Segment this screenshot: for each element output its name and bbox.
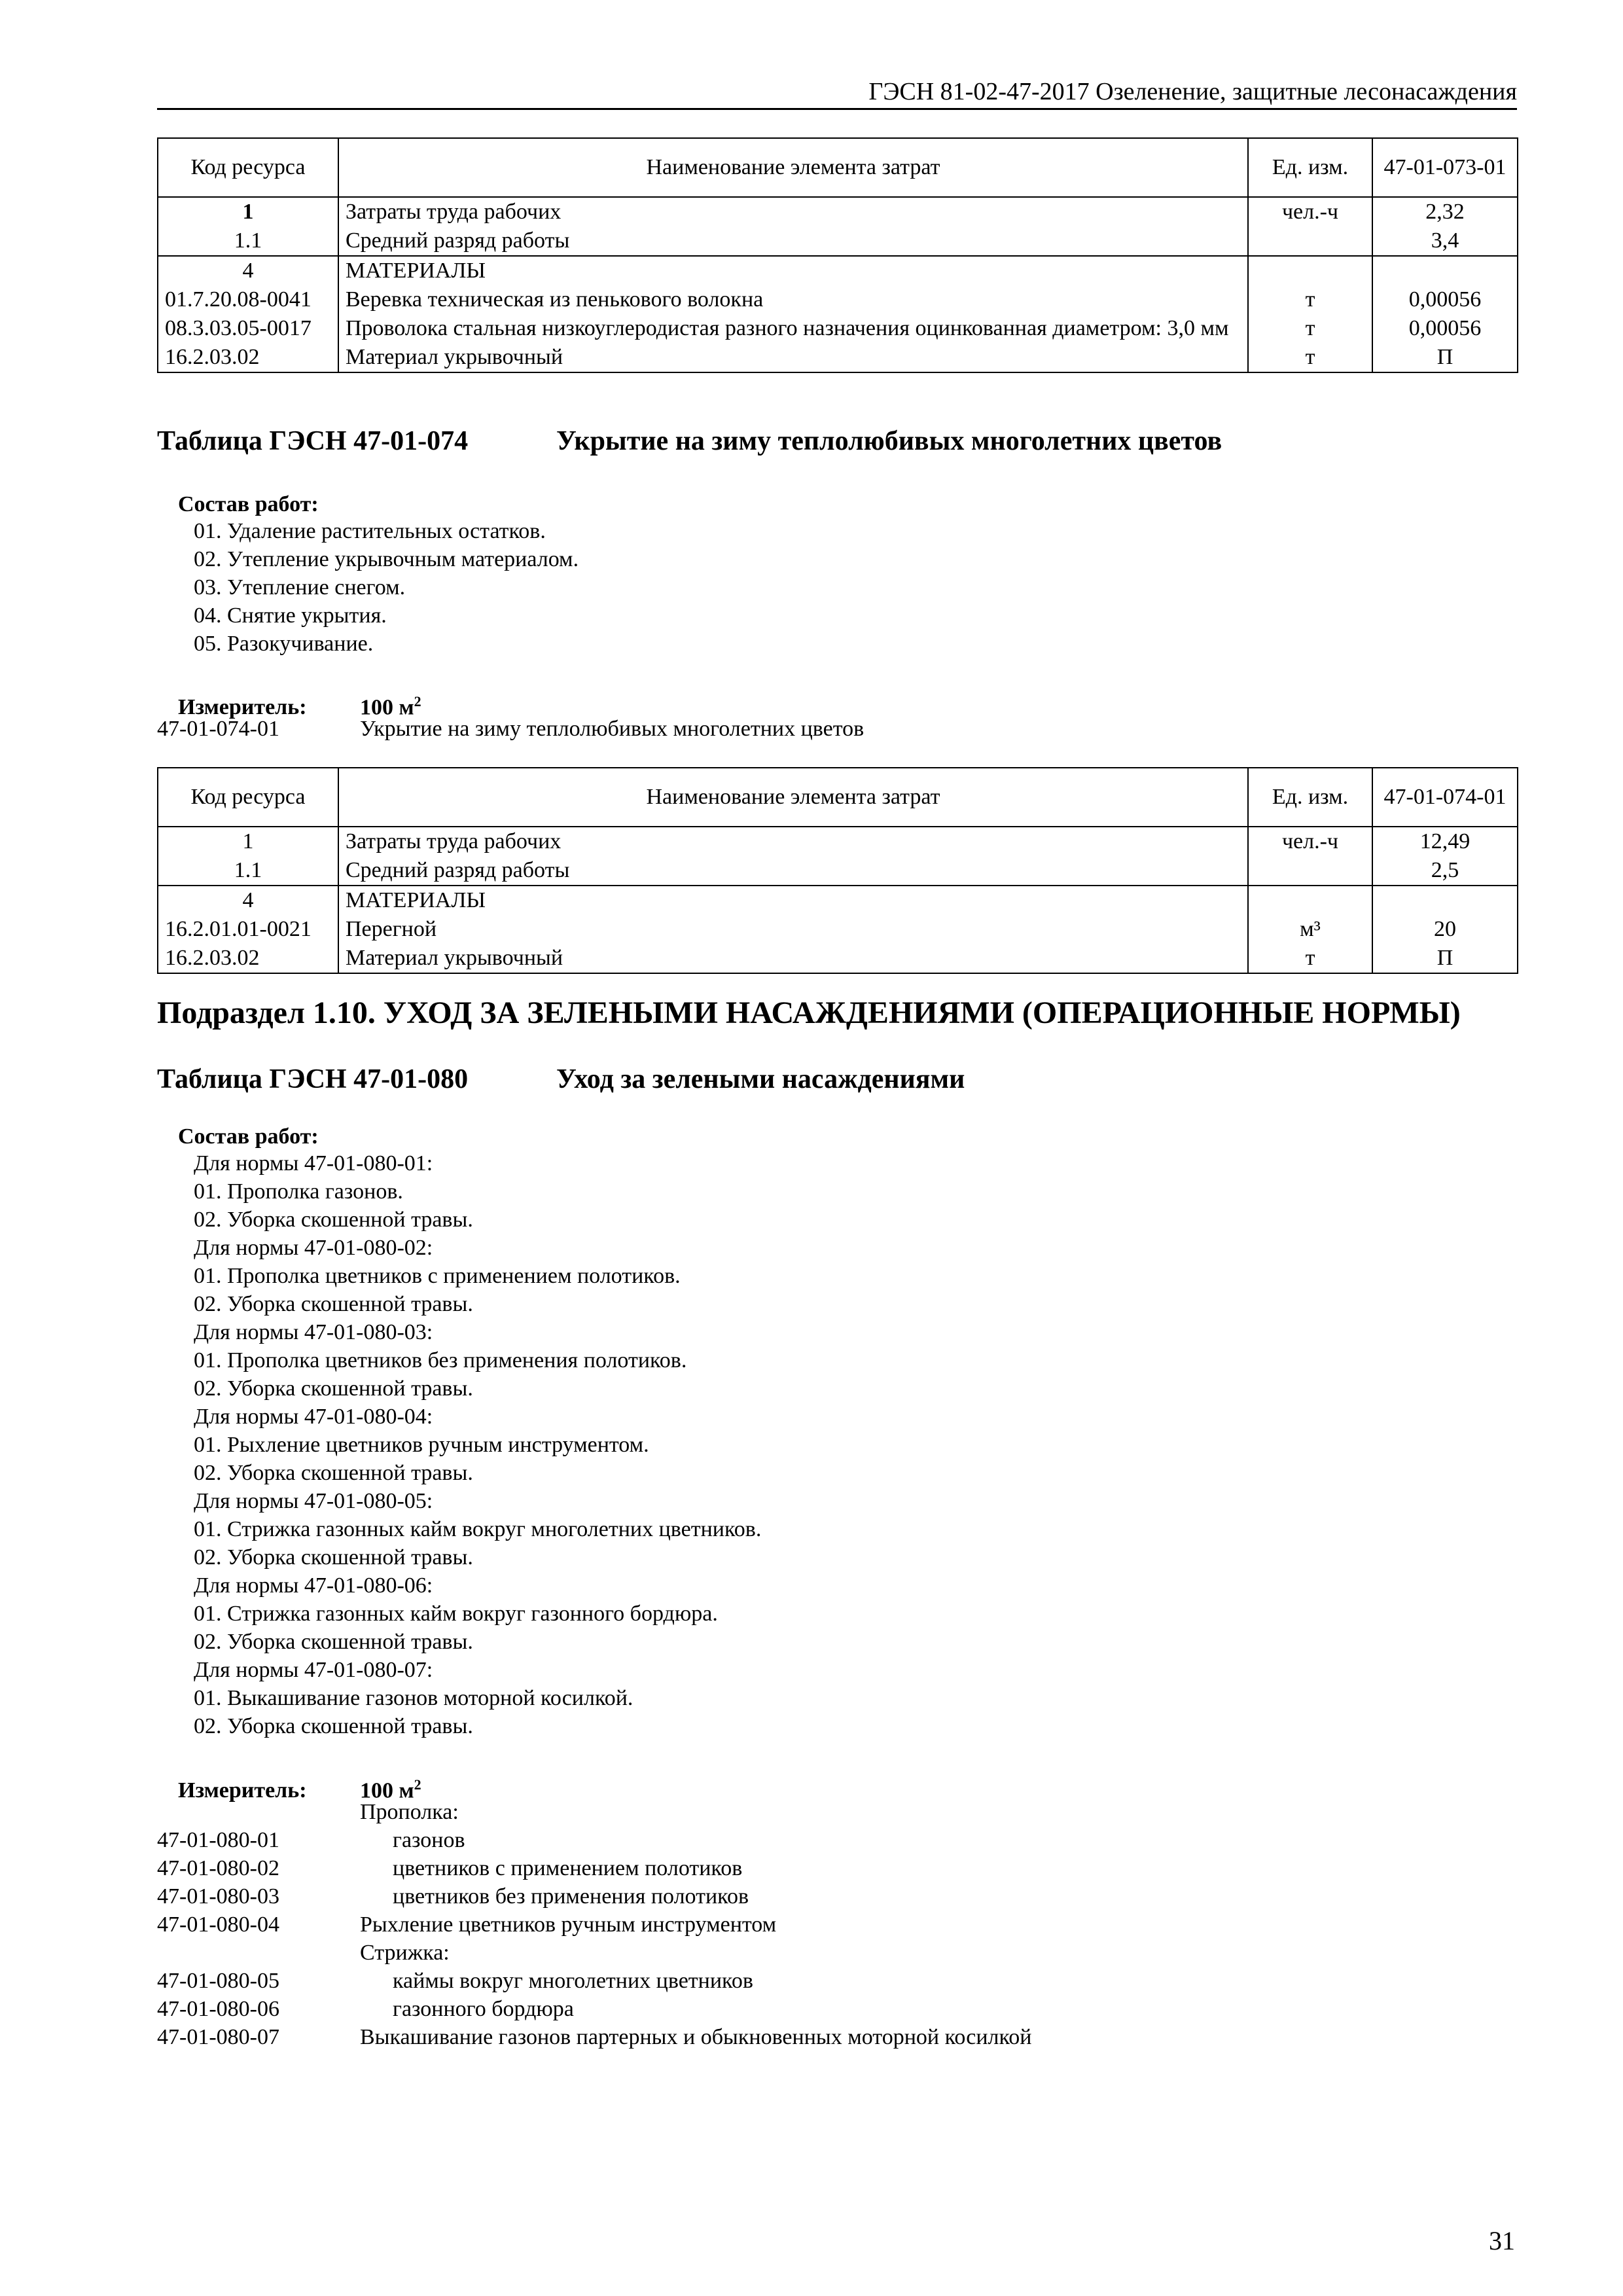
cell-unit: т bbox=[1248, 285, 1372, 314]
list-item: Для нормы 47-01-080-04: bbox=[194, 1405, 433, 1429]
norm-name: Стрижка: bbox=[360, 1941, 450, 1965]
meter-value: 100 м bbox=[360, 695, 414, 720]
norm-row bbox=[157, 1882, 1032, 1910]
list-item: Для нормы 47-01-080-01: bbox=[194, 1151, 433, 1175]
cell-name: Затраты труда рабочих bbox=[338, 197, 1248, 226]
list-item: 01. Выкашивание газонов моторной косилкой. bbox=[194, 1686, 633, 1710]
cell-value bbox=[1372, 886, 1518, 915]
cell-code: 16.2.01.01-0021 bbox=[158, 915, 338, 944]
running-header: ГЭСН 81-02-47-2017 Озеленение, защитные лесонасаждения bbox=[868, 78, 1517, 105]
norm-name: цветников без применения полотиков bbox=[393, 1884, 749, 1909]
list-item: Для нормы 47-01-080-05: bbox=[194, 1489, 433, 1513]
cell-unit bbox=[1248, 886, 1372, 915]
table-row bbox=[158, 886, 1518, 915]
list-item: 02. Уборка скошенной травы. bbox=[194, 1630, 473, 1654]
cell-value: 3,4 bbox=[1372, 226, 1518, 256]
list-item: 01. Прополка цветников без применения полотиков. bbox=[194, 1348, 687, 1372]
list-item: 02. Уборка скошенной травы. bbox=[194, 1292, 473, 1316]
header-norm: 47-01-073-01 bbox=[1372, 138, 1518, 197]
cell-unit: т bbox=[1248, 343, 1372, 372]
table-title-074 bbox=[157, 425, 1222, 457]
norm-row bbox=[157, 1826, 1032, 1854]
header-code: Код ресурса bbox=[158, 138, 338, 197]
norm-row bbox=[157, 1967, 1032, 1995]
cell-unit bbox=[1248, 856, 1372, 886]
header-norm: 47-01-074-01 bbox=[1372, 768, 1518, 827]
norm-row bbox=[157, 1798, 1032, 1826]
list-item: 02. Уборка скошенной травы. bbox=[194, 1461, 473, 1485]
cell-name: Перегной bbox=[338, 915, 1248, 944]
table-row bbox=[158, 197, 1518, 226]
cell-code: 16.2.03.02 bbox=[158, 944, 338, 973]
norm-name: газонов bbox=[393, 1828, 465, 1852]
table-row bbox=[158, 915, 1518, 944]
cell-unit bbox=[1248, 226, 1372, 256]
meter-sup: 2 bbox=[414, 1776, 421, 1793]
header-rule bbox=[157, 108, 1517, 110]
list-item: 02. Уборка скошенной травы. bbox=[194, 1208, 473, 1232]
cell-value: П bbox=[1372, 944, 1518, 973]
norm-code: 47-01-080-04 bbox=[157, 1912, 279, 1937]
cell-name: Затраты труда рабочих bbox=[338, 827, 1248, 856]
table-row bbox=[158, 256, 1518, 285]
cell-value: 0,00056 bbox=[1372, 285, 1518, 314]
table-row bbox=[158, 944, 1518, 973]
cell-name: Материал укрывочный bbox=[338, 944, 1248, 973]
header-code: Код ресурса bbox=[158, 768, 338, 827]
cell-name: Средний разряд работы bbox=[338, 856, 1248, 886]
cell-unit: т bbox=[1248, 314, 1372, 343]
table-title-text: Уход за зелеными насаждениями bbox=[556, 1064, 965, 1094]
cell-code: 1.1 bbox=[158, 226, 338, 256]
table-row bbox=[158, 343, 1518, 372]
cell-value: 2,5 bbox=[1372, 856, 1518, 886]
cell-name: МАТЕРИАЛЫ bbox=[338, 256, 1248, 285]
norm-name: каймы вокруг многолетних цветников bbox=[393, 1969, 753, 1993]
meter-sup: 2 bbox=[414, 693, 421, 709]
cell-code: 4 bbox=[158, 886, 338, 915]
norm-code: 47-01-080-07 bbox=[157, 2025, 279, 2049]
resource-table-073 bbox=[157, 137, 1518, 373]
list-item: 02. Утепление укрывочным материалом. bbox=[194, 547, 579, 571]
list-item: 05. Разокучивание. bbox=[194, 632, 374, 656]
header-unit: Ед. изм. bbox=[1248, 768, 1372, 827]
list-item: 01. Прополка цветников с применением полотиков. bbox=[194, 1264, 681, 1288]
list-item: 01. Удаление растительных остатков. bbox=[194, 519, 546, 543]
norm-row bbox=[157, 2023, 1032, 2051]
list-item: 04. Снятие укрытия. bbox=[194, 603, 387, 628]
table-row bbox=[158, 226, 1518, 256]
norm-code: 47-01-080-06 bbox=[157, 1997, 279, 2021]
header-name: Наименование элемента затрат bbox=[338, 138, 1248, 197]
norm-row-074 bbox=[157, 715, 864, 743]
cell-name: МАТЕРИАЛЫ bbox=[338, 886, 1248, 915]
cell-unit: м³ bbox=[1248, 915, 1372, 944]
resource-table-074 bbox=[157, 767, 1518, 974]
header-name: Наименование элемента затрат bbox=[338, 768, 1248, 827]
norm-name: Укрытие на зиму теплолюбивых многолетних цветов bbox=[360, 717, 865, 741]
norm-code: 47-01-080-02 bbox=[157, 1856, 279, 1880]
cell-code: 1.1 bbox=[158, 856, 338, 886]
table-title-number: Таблица ГЭСН 47-01-074 bbox=[157, 426, 469, 456]
cell-value bbox=[1372, 256, 1518, 285]
norm-name: цветников с применением полотиков bbox=[393, 1856, 743, 1880]
cell-code: 1 bbox=[158, 827, 338, 856]
list-item: Для нормы 47-01-080-02: bbox=[194, 1236, 433, 1260]
norm-row bbox=[157, 1939, 1032, 1967]
cell-value: 20 bbox=[1372, 915, 1518, 944]
table-title-text: Укрытие на зиму теплолюбивых многолетних цветов bbox=[556, 426, 1222, 456]
list-item: 02. Уборка скошенной травы. bbox=[194, 1545, 473, 1570]
table-row bbox=[158, 285, 1518, 314]
cell-unit: чел.-ч bbox=[1248, 197, 1372, 226]
norm-code: 47-01-080-03 bbox=[157, 1884, 279, 1909]
norm-row bbox=[157, 1995, 1032, 2023]
cell-code: 01.7.20.08-0041 bbox=[158, 285, 338, 314]
list-item: 03. Утепление снегом. bbox=[194, 575, 406, 600]
list-item: 02. Уборка скошенной травы. bbox=[194, 1714, 473, 1738]
page-number: 31 bbox=[1489, 2226, 1515, 2255]
list-item: Для нормы 47-01-080-06: bbox=[194, 1573, 433, 1598]
subsection-title: Подраздел 1.10. УХОД ЗА ЗЕЛЕНЫМИ НАСАЖДЕНИЯМИ (ОПЕРАЦИОННЫЕ НОРМЫ) bbox=[157, 996, 1461, 1030]
meter-label: Измеритель: bbox=[178, 1778, 307, 1803]
table-row bbox=[158, 314, 1518, 343]
norm-name: Прополка: bbox=[360, 1800, 459, 1824]
cell-value: 0,00056 bbox=[1372, 314, 1518, 343]
norm-code: 47-01-080-01 bbox=[157, 1828, 279, 1852]
cell-code: 16.2.03.02 bbox=[158, 343, 338, 372]
cell-name: Средний разряд работы bbox=[338, 226, 1248, 256]
list-item: 01. Прополка газонов. bbox=[194, 1179, 403, 1204]
cell-name: Материал укрывочный bbox=[338, 343, 1248, 372]
header-unit: Ед. изм. bbox=[1248, 138, 1372, 197]
table-row bbox=[158, 856, 1518, 886]
list-item: Для нормы 47-01-080-07: bbox=[194, 1658, 433, 1682]
norm-row bbox=[157, 1910, 1032, 1939]
table-title-number: Таблица ГЭСН 47-01-080 bbox=[157, 1064, 469, 1094]
cell-name: Проволока стальная низкоуглеродистая разного назначения оцинкованная диаметром: 3,0 мм bbox=[338, 314, 1248, 343]
cell-unit: чел.-ч bbox=[1248, 827, 1372, 856]
norm-name: газонного бордюра bbox=[393, 1997, 574, 2021]
list-item: 01. Рыхление цветников ручным инструментом. bbox=[194, 1433, 649, 1457]
work-list-074 bbox=[194, 517, 579, 658]
work-heading: Состав работ: bbox=[178, 492, 319, 516]
norm-code: 47-01-080-05 bbox=[157, 1969, 279, 1993]
norm-name: Выкашивание газонов партерных и обыкновенных моторной косилкой bbox=[360, 2025, 1032, 2049]
norm-row bbox=[157, 1854, 1032, 1882]
cell-unit: т bbox=[1248, 944, 1372, 973]
meter-label: Измеритель: bbox=[178, 695, 307, 720]
cell-unit bbox=[1248, 256, 1372, 285]
cell-name: Веревка техническая из пенькового волокна bbox=[338, 285, 1248, 314]
work-list-080 bbox=[194, 1149, 761, 1740]
list-item: 01. Стрижка газонных кайм вокруг газонного бордюра. bbox=[194, 1602, 718, 1626]
meter-value: 100 м bbox=[360, 1778, 414, 1803]
table-title-080 bbox=[157, 1064, 965, 1095]
list-item: 02. Уборка скошенной травы. bbox=[194, 1376, 473, 1401]
list-item: Для нормы 47-01-080-03: bbox=[194, 1320, 433, 1344]
work-heading: Состав работ: bbox=[178, 1124, 319, 1149]
cell-value: 2,32 bbox=[1372, 197, 1518, 226]
table-row bbox=[158, 827, 1518, 856]
cell-value: П bbox=[1372, 343, 1518, 372]
norm-list-080 bbox=[157, 1798, 1032, 2051]
cell-code: 08.3.03.05-0017 bbox=[158, 314, 338, 343]
cell-code: 1 bbox=[158, 197, 338, 226]
norm-name: Рыхление цветников ручным инструментом bbox=[360, 1912, 777, 1937]
list-item: 01. Стрижка газонных кайм вокруг многолетних цветников. bbox=[194, 1517, 762, 1541]
cell-value: 12,49 bbox=[1372, 827, 1518, 856]
cell-code: 4 bbox=[158, 256, 338, 285]
norm-code: 47-01-074-01 bbox=[157, 717, 279, 741]
